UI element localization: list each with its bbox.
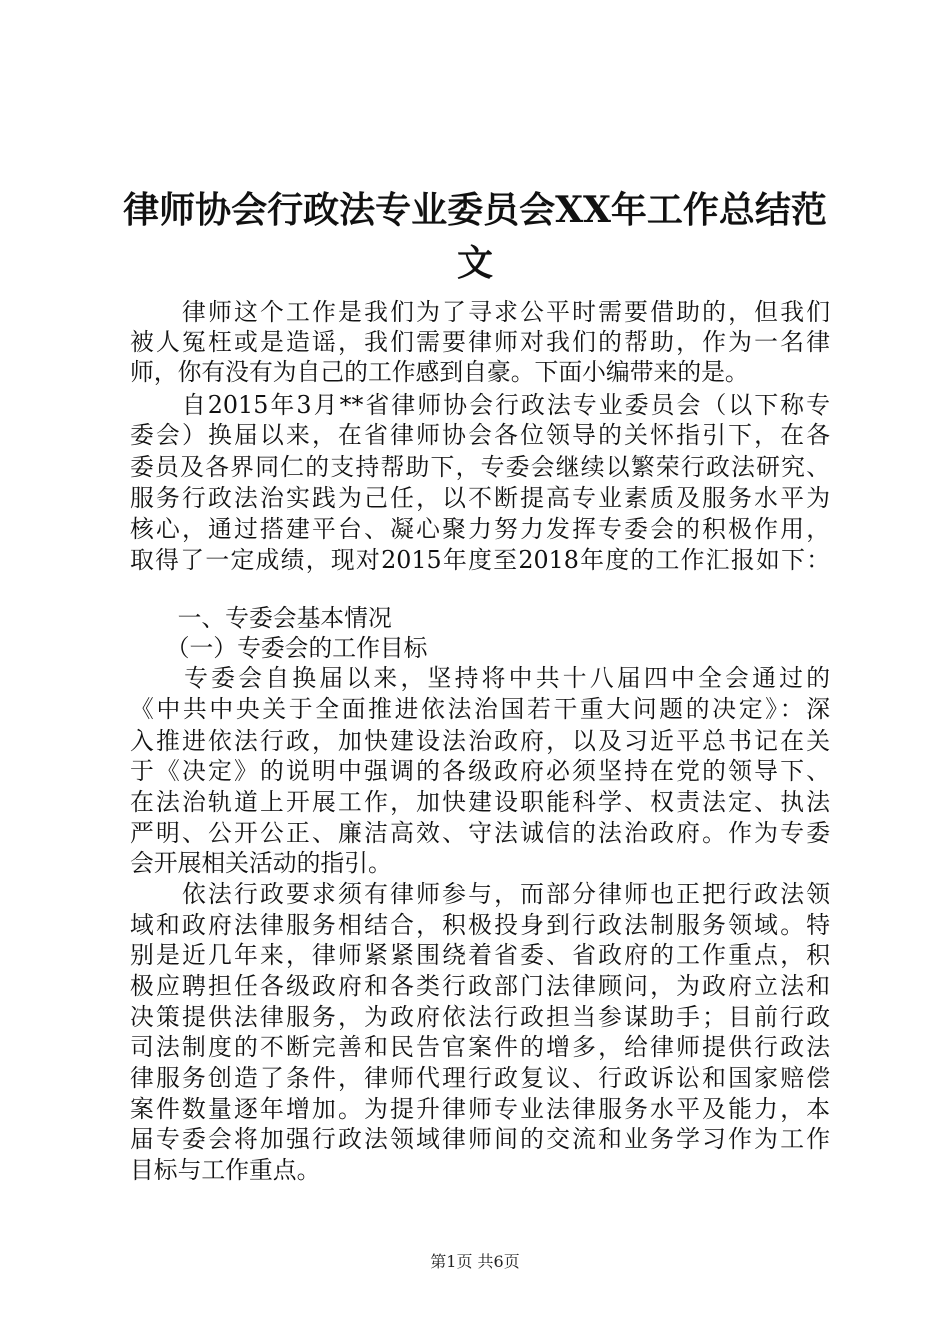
section-heading: 一、专委会基本情况 — [130, 604, 392, 632]
page-number-footer: 第1页 共6页 — [430, 1252, 520, 1271]
body-line: 《中共中央关于全面推进依法治国若干重大问题的决定》：深 — [130, 695, 830, 723]
body-line: 目标与工作重点。 — [130, 1156, 321, 1184]
body-line: 委员及各界同仁的支持帮助下，专委会继续以繁荣行政法研究、 — [130, 453, 830, 481]
body-line: 依法行政要求须有律师参与，而部分律师也正把行政法领 — [130, 880, 830, 908]
document-title-line-1: 律师协会行政法专业委员会XX年工作总结范 — [123, 189, 827, 231]
body-line: 案件数量逐年增加。为提升律师专业法律服务水平及能力，本 — [130, 1095, 830, 1123]
body-line: 在法治轨道上开展工作，加快建设职能科学、权责法定、执法 — [130, 788, 830, 816]
body-line: 律师这个工作是我们为了寻求公平时需要借助的，但我们 — [130, 298, 830, 326]
body-line: 专委会自换届以来，坚持将中共十八届四中全会通过的 — [130, 664, 830, 692]
body-line: 委会）换届以来，在省律师协会各位领导的关怀指引下，在各 — [130, 421, 830, 449]
body-line: 极应聘担任各级政府和各类行政部门法律顾问，为政府立法和 — [130, 972, 830, 1000]
body-line: 核心，通过搭建平台、凝心聚力努力发挥专委会的积极作用， — [130, 515, 830, 543]
subsection-heading: （一）专委会的工作目标 — [130, 634, 428, 662]
body-line: 会开展相关活动的指引。 — [130, 849, 392, 877]
body-line: 被人冤枉或是造谣，我们需要律师对我们的帮助，作为一名律 — [130, 328, 830, 356]
body-line: 律服务创造了条件，律师代理行政复议、行政诉讼和国家赔偿 — [130, 1064, 830, 1092]
body-line: 届专委会将加强行政法领域律师间的交流和业务学习作为工作 — [130, 1125, 830, 1153]
body-line: 域和政府法律服务相结合，积极投身到行政法制服务领域。特 — [130, 911, 830, 939]
body-line: 司法制度的不断完善和民告官案件的增多，给律师提供行政法 — [130, 1033, 830, 1061]
body-line: 服务行政法治实践为己任，以不断提高专业素质及服务水平为 — [130, 484, 830, 512]
body-line: 师，你有没有为自己的工作感到自豪。下面小编带来的是。 — [130, 358, 749, 386]
body-line: 决策提供法律服务，为政府依法行政担当参谋助手；目前行政 — [130, 1003, 830, 1031]
document-title-line-2: 文 — [456, 242, 493, 284]
body-line: 自2015年3月**省律师协会行政法专业委员会（以下称专 — [130, 391, 830, 419]
body-line: 别是近几年来，律师紧紧围绕着省委、省政府的工作重点，积 — [130, 941, 830, 969]
body-line: 严明、公开公正、廉洁高效、守法诚信的法治政府。作为专委 — [130, 819, 830, 847]
body-line: 取得了一定成绩，现对2015年度至2018年度的工作汇报如下： — [130, 546, 830, 574]
body-line: 于《决定》的说明中强调的各级政府必须坚持在党的领导下、 — [130, 757, 830, 785]
body-line: 入推进依法行政，加快建设法治政府，以及习近平总书记在关 — [130, 727, 830, 755]
